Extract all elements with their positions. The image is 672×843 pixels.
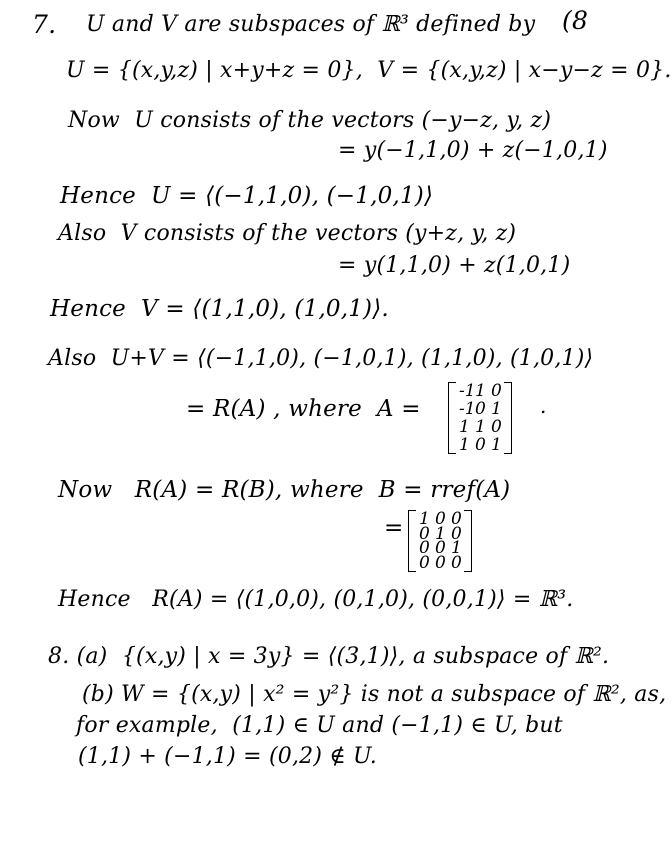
matrix-a-row bbox=[459, 399, 502, 419]
matrix-a-rows bbox=[456, 382, 504, 454]
sum-span: Also U+V = ⟨(−1,1,0), (−1,0,1), (1,1,0), (1,0,1)⟩ bbox=[48, 346, 594, 371]
matrix-b bbox=[408, 510, 472, 572]
matrix-b-entry: 0 bbox=[451, 552, 462, 573]
v-decomposition: = y(1,1,0) + z(1,0,1) bbox=[338, 253, 571, 278]
matrix-a-entry: -1 bbox=[459, 399, 476, 419]
matrix-b-entry: 1 bbox=[419, 509, 430, 529]
matrix-b-entry: 1 bbox=[435, 523, 446, 544]
matrix-b-rows bbox=[416, 510, 464, 572]
u-decomposition: = y(−1,1,0) + z(−1,0,1) bbox=[338, 138, 608, 163]
matrix-a-entry: 1 bbox=[491, 399, 502, 419]
problem-8-part-b-line-1: (b) W = {(x,y) | x² = y²} is not a subspace of ℝ², as, bbox=[82, 682, 667, 707]
matrix-b-entry: 0 bbox=[435, 538, 446, 559]
matrix-a-entry: 1 bbox=[459, 417, 470, 437]
u-vectors-intro: Now U consists of the vectors (−y−z, y, z) bbox=[68, 108, 552, 133]
matrix-a-entry: 0 bbox=[491, 417, 502, 437]
matrix-b-row bbox=[419, 552, 462, 573]
subspace-definitions: U = {(x,y,z) | x+y+z = 0}, V = {(x,y,z) | x−y−z = 0}. bbox=[66, 58, 672, 83]
matrix-a bbox=[448, 382, 512, 454]
matrix-b-entry: 0 bbox=[435, 552, 446, 573]
matrix-a-entry: 1 bbox=[459, 435, 470, 455]
matrix-b-entry: 1 bbox=[451, 538, 462, 559]
rref-line: Now R(A) = R(B), where B = rref(A) bbox=[58, 477, 511, 503]
problem-7-intro: U and V are subspaces of ℝ³ defined by bbox=[86, 12, 536, 37]
matrix-a-entry: 1 bbox=[491, 435, 502, 455]
matrix-a-entry: 0 bbox=[475, 399, 486, 419]
page-mark: (8 bbox=[562, 6, 589, 35]
matrix-b-entry: 0 bbox=[451, 523, 462, 544]
problem-8-part-b-line-2: for example, (1,1) ∈ U and (−1,1) ∈ U, but bbox=[76, 713, 563, 738]
problem-8-part-b-line-3: (1,1) + (−1,1) = (0,2) ∉ U. bbox=[78, 744, 377, 769]
v-span: Hence V = ⟨(1,1,0), (1,0,1)⟩. bbox=[50, 296, 389, 322]
matrix-a-entry: 0 bbox=[475, 435, 486, 455]
matrix-a-right-bracket bbox=[504, 382, 512, 454]
matrix-b-left-bracket bbox=[408, 510, 416, 572]
matrix-a-entry: 1 bbox=[475, 417, 486, 437]
matrix-b-right-bracket bbox=[464, 510, 472, 572]
conclusion-line: Hence R(A) = ⟨(1,0,0), (0,1,0), (0,0,1)⟩ = ℝ³. bbox=[58, 587, 574, 612]
matrix-b-entry: 0 bbox=[451, 509, 462, 529]
matrix-a-period: . bbox=[540, 394, 547, 418]
matrix-a-row bbox=[459, 417, 502, 437]
row-space-line: = R(A) , where A = bbox=[186, 396, 421, 422]
problem-7-number: 7. bbox=[32, 10, 57, 39]
matrix-b-entry: 0 bbox=[435, 509, 446, 529]
matrix-b-entry: 0 bbox=[419, 552, 430, 573]
matrix-b-entry: 0 bbox=[419, 523, 430, 544]
u-span: Hence U = ⟨(−1,1,0), (−1,0,1)⟩ bbox=[60, 183, 434, 209]
matrix-b-entry: 0 bbox=[419, 538, 430, 559]
problem-8-part-a: 8. (a) {(x,y) | x = 3y} = ⟨(3,1)⟩, a subspace of ℝ². bbox=[48, 644, 610, 669]
matrix-a-entry: 0 bbox=[491, 381, 502, 401]
matrix-a-row bbox=[459, 435, 502, 455]
matrix-b-equals: = bbox=[384, 515, 404, 541]
matrix-a-entry: -1 bbox=[459, 381, 476, 401]
v-vectors-intro: Also V consists of the vectors (y+z, y, z) bbox=[58, 221, 517, 246]
matrix-a-entry: 1 bbox=[475, 381, 486, 401]
matrix-a-row bbox=[459, 381, 502, 401]
matrix-a-left-bracket bbox=[448, 382, 456, 454]
